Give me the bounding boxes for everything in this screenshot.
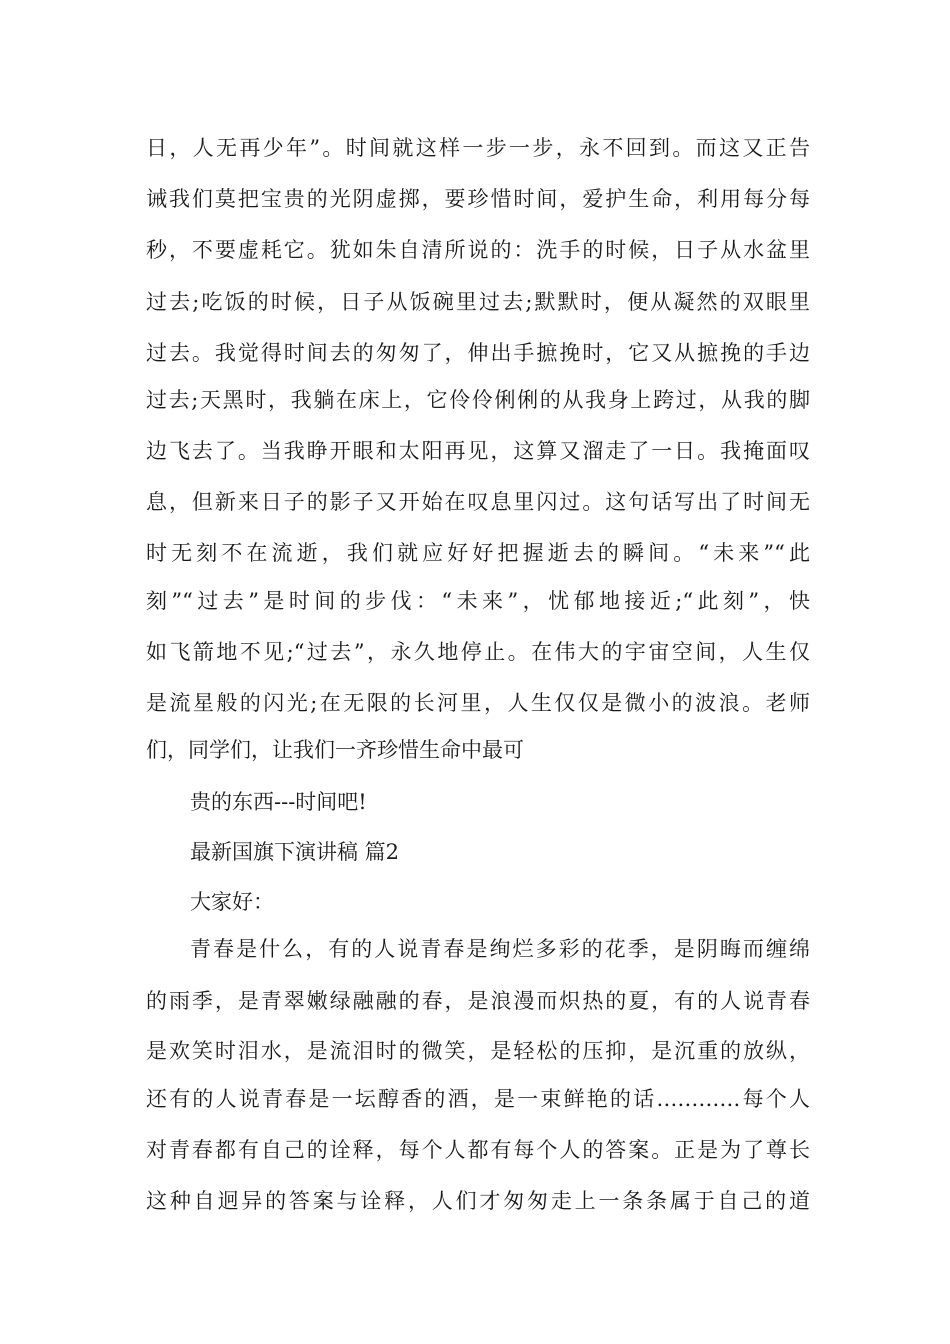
body-text-line: 这种自迥异的答案与诠释，人们才匆匆走上一条条属于自己的道 <box>146 1189 810 1213</box>
body-text-line: 息，但新来日子的影子又开始在叹息里闪过。这句话写出了时间无 <box>146 490 810 514</box>
section-title: 最新国旗下演讲稿 篇2 <box>190 840 400 864</box>
body-text-line: 日，人无再少年”。时间就这样一步一步，永不回到。而这又正告 <box>146 136 810 160</box>
body-text-line: 是欢笑时泪水，是流泪时的微笑，是轻松的压抑，是沉重的放纵， <box>146 1039 810 1063</box>
body-text-line: 如飞箭地不见;“过去”，永久地停止。在伟大的宇宙空间，人生仅 <box>146 640 810 664</box>
body-text-line: 诫我们莫把宝贵的光阴虚掷，要珍惜时间，爱护生命，利用每分每 <box>146 187 810 211</box>
body-text-line: 过去。我觉得时间去的匆匆了，伸出手摭挽时，它又从摭挽的手边 <box>146 341 810 365</box>
body-text-line: 过去;吃饭的时候，日子从饭碗里过去;默默时，便从凝然的双眼里 <box>146 290 810 314</box>
greeting-text: 大家好： <box>190 890 274 914</box>
body-text-line: 的雨季，是青翠嫩绿融融的春，是浪漫而炽热的夏，有的人说青春 <box>146 989 810 1013</box>
body-text-line: 们，同学们，让我们一齐珍惜生命中最可 <box>146 738 524 762</box>
body-text-line: 刻”“过去”是时间的步伐：“未来”，忧郁地接近;“此刻”，快 <box>146 589 810 613</box>
body-text-line: 贵的东西---时间吧! <box>190 790 367 814</box>
body-text-line: 是流星般的闪光;在无限的长河里，人生仅仅是微小的波浪。老师 <box>146 691 810 715</box>
body-text-line: 还有的人说青春是一坛醇香的酒，是一束鲜艳的话…………每个人 <box>146 1087 810 1111</box>
body-text-line: 边飞去了。当我睁开眼和太阳再见，这算又溜走了一日。我掩面叹 <box>146 439 810 463</box>
body-text-line: 过去;天黑时，我躺在床上，它伶伶俐俐的从我身上跨过，从我的脚 <box>146 388 810 412</box>
body-text-line: 时无刻不在流逝，我们就应好好把握逝去的瞬间。“未来”“此 <box>146 541 810 565</box>
body-text-line: 对青春都有自己的诠释，每个人都有每个人的答案。正是为了尊长 <box>146 1138 810 1162</box>
body-text-line: 秒，不要虚耗它。犹如朱自清所说的：洗手的时候，日子从水盆里 <box>146 238 810 262</box>
body-text-line: 青春是什么，有的人说青春是绚烂多彩的花季，是阴晦而缠绵 <box>190 937 810 961</box>
